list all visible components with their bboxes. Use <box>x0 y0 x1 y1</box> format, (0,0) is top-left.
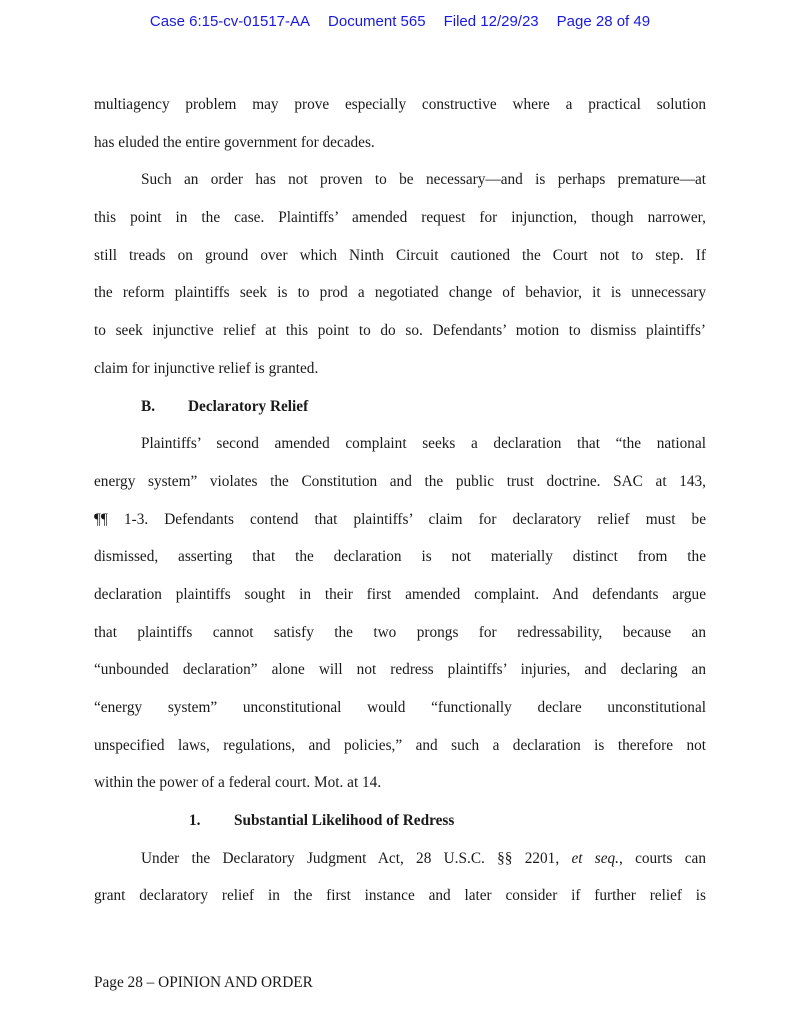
section-title: Declaratory Relief <box>188 397 309 415</box>
text-line: Such an order has not proven to be necessary—and is perhaps premature—at <box>141 171 706 189</box>
text-line: within the power of a federal court. Mot. at 14. <box>94 774 382 792</box>
text-line: still treads on ground over which Ninth Circuit cautioned the Court not to step. If <box>94 246 706 264</box>
text-line: unspecified laws, regulations, and policies,” and such a declaration is therefore not <box>94 736 706 754</box>
text-line: has eluded the entire government for decades. <box>94 133 375 151</box>
subsection-label: 1. <box>189 812 201 830</box>
text-line <box>94 844 706 882</box>
text-line: energy system” violates the Constitution and the public trust doctrine. SAC at 143, <box>94 472 706 490</box>
text-line: to seek injunctive relief at this point to do so. Defendants’ motion to dismiss plaintiffs’ <box>94 322 706 340</box>
text-line: declaration plaintiffs sought in their first amended complaint. And defendants argue <box>94 585 706 603</box>
page-count: Page 28 of 49 <box>556 13 651 30</box>
italic-citation: et seq. <box>571 849 619 867</box>
text-line: this point in the case. Plaintiffs’ amended request for injunction, though narrower, <box>94 209 706 227</box>
text-line: claim for injunctive relief is granted. <box>94 359 319 377</box>
text-line: dismissed, asserting that the declaration is not materially distinct from the <box>94 548 706 566</box>
page-footer: Page 28 – OPINION AND ORDER <box>94 974 313 991</box>
text-line: that plaintiffs cannot satisfy the two prongs for redressability, because an <box>94 623 706 641</box>
text-fragment: Under the Declaratory Judgment Act, 28 U.S.C. §§ 2201, <box>141 849 572 867</box>
subsection-title: Substantial Likelihood of Redress <box>234 812 455 830</box>
section-label: B. <box>141 397 156 415</box>
text-line: multiagency problem may prove especially constructive where a practical solution <box>94 96 706 113</box>
text-line: “energy system” unconstitutional would “functionally declare unconstitutional <box>94 699 706 716</box>
text-line: Plaintiffs’ second amended complaint seeks a declaration that “the national <box>141 435 706 453</box>
subsection-heading-1 <box>94 806 706 844</box>
text-line: the reform plaintiffs seek is to prod a negotiated change of behavior, it is unnecessary <box>94 284 706 302</box>
section-heading-b <box>94 392 706 430</box>
text-line: ¶¶ 1-3. Defendants contend that plaintiffs’ claim for declaratory relief must be <box>94 510 706 528</box>
text-line: grant declaratory relief in the first instance and later consider if further relief is <box>94 887 706 905</box>
document-body <box>94 90 706 919</box>
case-number: Case 6:15-cv-01517-AA <box>149 13 311 30</box>
text-fragment: , courts can <box>618 849 706 867</box>
document-number: Document 565 <box>328 13 426 30</box>
text-line: “unbounded declaration” alone will not redress plaintiffs’ injuries, and declaring an <box>94 661 706 679</box>
filed-date: Filed 12/29/23 <box>443 13 539 30</box>
case-header <box>0 13 800 30</box>
